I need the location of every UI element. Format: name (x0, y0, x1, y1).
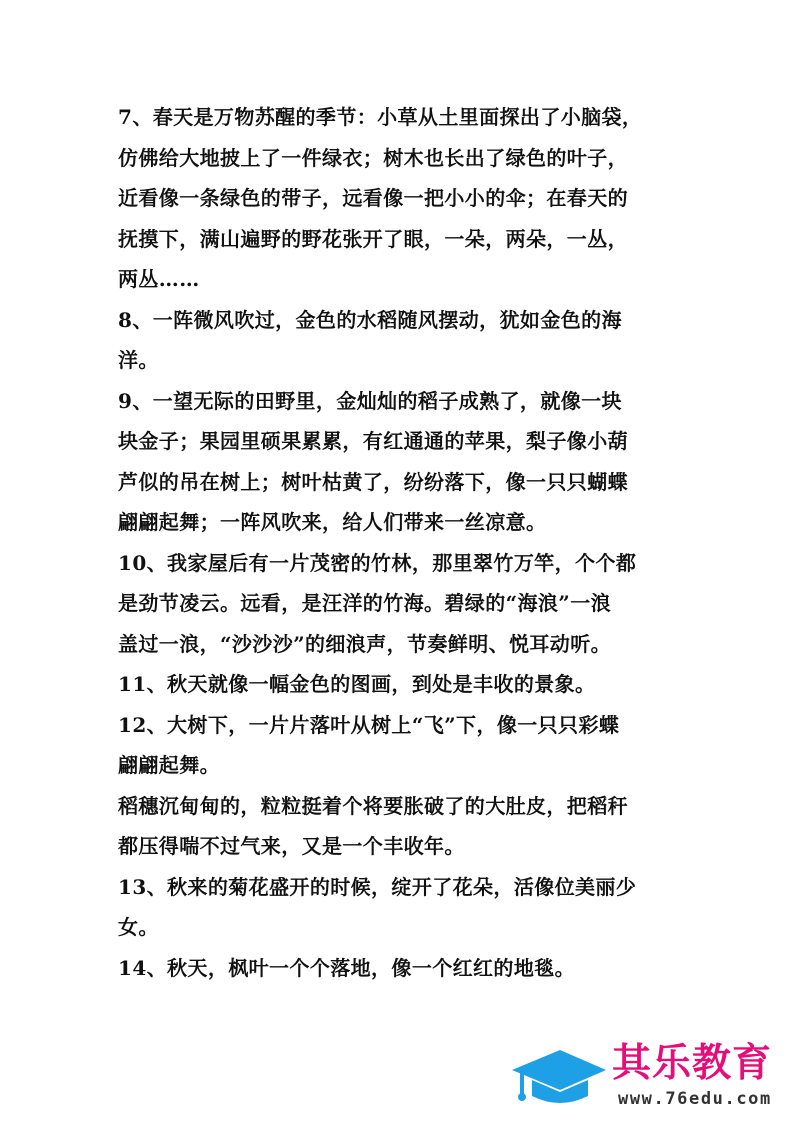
watermark-title: 其乐教育 (612, 1041, 773, 1086)
text-line: 翩翩起舞。 (118, 753, 220, 777)
graduation-cap-icon (508, 1046, 608, 1108)
text-line: 芦似的吊在树上；树叶枯黄了，纷纷落下，像一只只蝴蝶 (118, 469, 628, 494)
text-line: 两丛…… (118, 267, 200, 291)
watermark-url: www.76edu.com (618, 1089, 772, 1109)
text-line: 8、一阵微风吹过，金色的水稻随风摆动，犹如金色的海 (118, 307, 622, 332)
text-line: 11、秋天就像一幅金色的图画，到处是丰收的景象。 (118, 672, 596, 696)
text-line: 13、秋来的菊花盛开的时候，绽开了花朵，活像位美丽少 (118, 874, 637, 899)
text-line: 是劲节凌云。远看，是汪洋的竹海。碧绿的“海浪”一浪 (118, 591, 612, 615)
text-line: 仿佛给大地披上了一件绿衣；树木也长出了绿色的叶子， (118, 145, 628, 170)
text-line: 稻穗沉甸甸的，粒粒挺着个将要胀破了的大肚皮，把稻秆 (118, 793, 628, 818)
text-line: 翩翩起舞；一阵风吹来，给人们带来一丝凉意。 (118, 510, 547, 534)
watermark-logo (508, 1040, 790, 1116)
text-line: 女。 (118, 915, 159, 939)
text-line: 近看像一条绿色的带子，远看像一把小小的伞；在春天的 (118, 186, 628, 210)
text-line: 盖过一浪，“沙沙沙”的细浪声，节奏鲜明、悦耳动听。 (118, 631, 612, 656)
text-line: 12、大树下，一片片落叶从树上“飞”下，像一只只彩蝶 (118, 712, 620, 737)
text-line: 10、我家屋后有一片茂密的竹林，那里翠竹万竿，个个都 (118, 550, 637, 575)
text-line: 9、一望无际的田野里，金灿灿的稻子成熟了，就像一块 (118, 388, 622, 413)
text-line: 7、春天是万物苏醒的季节：小草从土里面探出了小脑袋， (118, 105, 643, 129)
text-line: 都压得喘不过气来，又是一个丰收年。 (118, 834, 465, 858)
text-line: 块金子；果园里硕果累累，有红通通的苹果，梨子像小葫 (118, 429, 628, 453)
text-line: 14、秋天，枫叶一个个落地，像一个红红的地毯。 (118, 955, 576, 980)
document-body (118, 97, 688, 988)
text-line: 抚摸下，满山遍野的野花张开了眼，一朵，两朵，一丛， (118, 226, 628, 251)
text-line: 洋。 (118, 348, 159, 372)
